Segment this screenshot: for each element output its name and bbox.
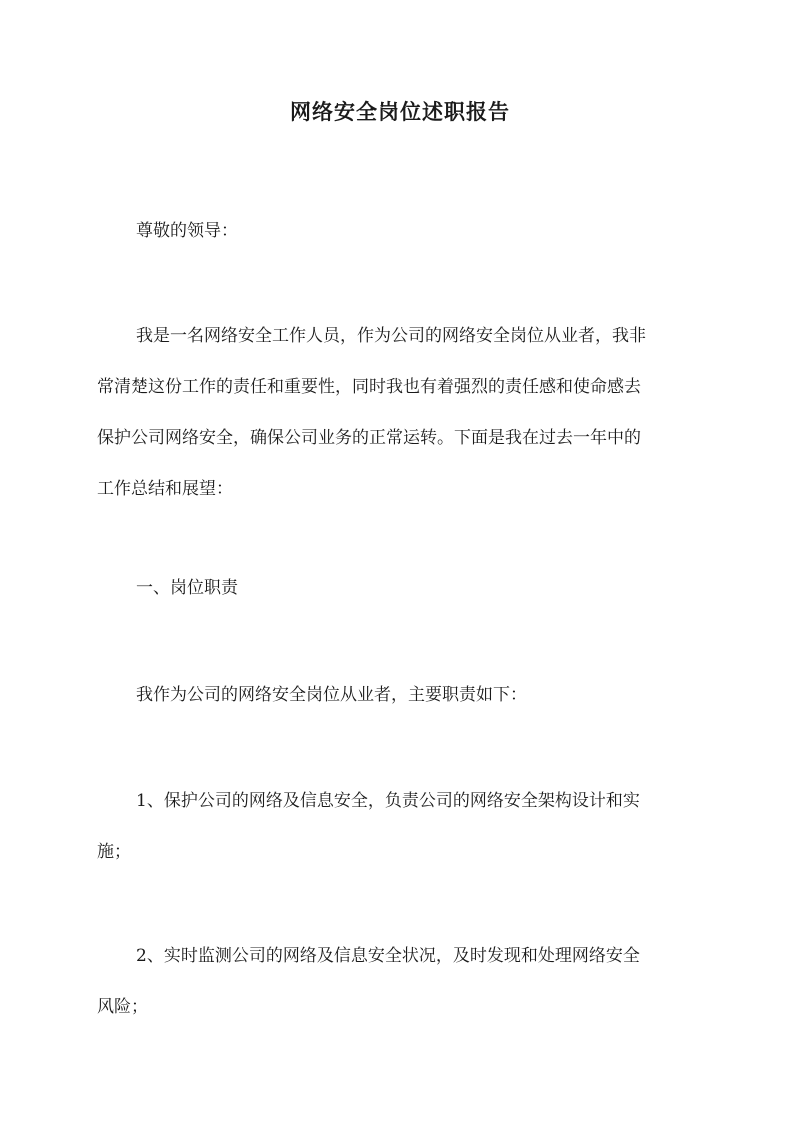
duty-2-line-1: 2、实时监测公司的网络及信息安全状况，及时发现和处理网络安全	[136, 946, 640, 966]
duty-2-line-2: 风险；	[97, 997, 148, 1017]
intro-line-3: 保护公司网络安全，确保公司业务的正常运转。下面是我在过去一年中的	[97, 428, 641, 448]
intro-paragraph	[97, 311, 696, 515]
intro-line-1: 我是一名网络安全工作人员，作为公司的网络安全岗位从业者，我非	[136, 326, 646, 346]
salutation: 尊敬的领导：	[136, 221, 238, 241]
duty-1-line-1: 1、保护公司的网络及信息安全，负责公司的网络安全架构设计和实	[136, 791, 640, 811]
intro-line-4: 工作总结和展望：	[97, 479, 233, 499]
section-heading-duties: 一、岗位职责	[136, 578, 238, 598]
intro-line-2: 常清楚这份工作的责任和重要性，同时我也有着强烈的责任感和使命感去	[97, 377, 641, 397]
duty-item-2	[97, 931, 696, 1033]
duty-item-1	[97, 776, 696, 878]
duty-1-line-2: 施；	[97, 842, 131, 862]
duties-intro: 我作为公司的网络安全岗位从业者，主要职责如下：	[136, 685, 527, 705]
document-title: 网络安全岗位述职报告	[290, 99, 510, 124]
